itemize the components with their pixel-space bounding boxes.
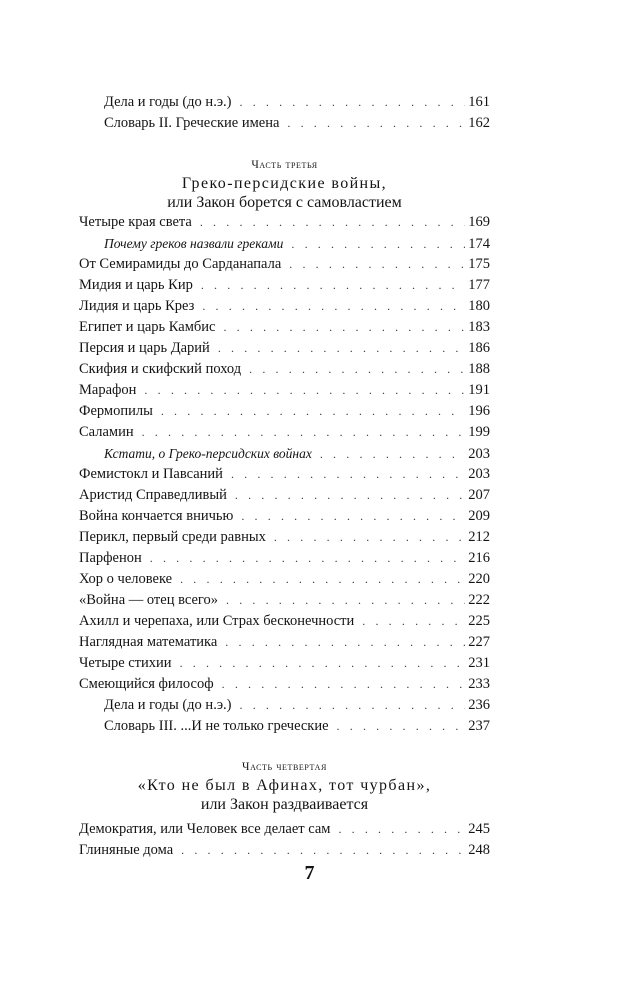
toc-entry-title: Война кончается вничью [79,508,234,524]
part-four-entries [79,819,490,861]
toc-entry-page: 237 [468,718,490,734]
toc-entry-page: 161 [468,94,490,110]
toc-entry [79,548,490,569]
toc-entry-title: Фемистокл и Павсаний [79,466,223,482]
toc-entry-title: Марафон [79,382,137,398]
toc-entry-title: Наглядная математика [79,634,218,650]
toc-leader-dots [337,716,466,737]
toc-entry [79,254,490,275]
toc-entry-page: 188 [468,361,490,377]
toc-entry [79,695,490,716]
toc-entry-page: 183 [468,319,490,335]
toc-leader-dots [180,569,465,590]
toc-leader-dots [240,92,466,113]
toc-entry-title: Дела и годы (до н.э.) [104,94,232,110]
toc-leader-dots [200,212,465,233]
toc-entry-page: 227 [468,634,490,650]
toc-entry [79,275,490,296]
toc-entry [79,380,490,401]
part-four-title-line1: «Кто не был в Афинах, тот чурбан», [137,777,432,794]
toc-leader-dots [202,296,465,317]
toc-entry [79,716,490,737]
toc-entry [79,840,490,861]
toc-entry-page: 209 [468,508,490,524]
toc-entry-title: Египет и царь Камбис [79,319,216,335]
toc-entry-title: Перикл, первый среди равных [79,529,266,545]
toc-entry [79,317,490,338]
toc-entry [79,632,490,653]
toc-leader-dots [291,234,465,255]
toc-entry-page: 177 [468,277,490,293]
part-three-title-line2: или Закон борется с самовластием [167,194,402,211]
toc-entry-title: Парфенон [79,550,142,566]
toc-entry-title: Скифия и скифский поход [79,361,242,377]
toc-entry [79,212,490,233]
toc-leader-dots [289,254,465,275]
part-three-entries [79,212,490,737]
toc-leader-dots [241,506,465,527]
toc-leader-dots [181,840,465,861]
toc-leader-dots [231,464,465,485]
toc-entry-page: 196 [468,403,490,419]
toc-entry-title: Фермопилы [79,403,153,419]
toc-entry [79,527,490,548]
toc-leader-dots [235,485,465,506]
toc-entry [79,569,490,590]
toc-leader-dots [222,674,466,695]
toc-leader-dots [225,632,465,653]
toc-entry-page: 212 [468,529,490,545]
toc-entry [79,233,490,254]
toc-entry-title: Кстати, о Греко-персидских войнах [104,446,312,461]
toc-entry-title: Ахилл и черепаха, или Страх бесконечности [79,613,355,629]
toc-entry-title: Саламин [79,424,134,440]
page-number: 7 [304,862,315,884]
part-three-label: Часть третья [251,159,318,171]
toc-entry-page: 236 [468,697,490,713]
toc-leader-dots [287,113,465,134]
toc-entry-page: 222 [468,592,490,608]
toc-entry-title: От Семирамиды до Сарданапала [79,256,282,272]
toc-entry-title: Хор о человеке [79,571,173,587]
part-three-heading [79,156,490,212]
toc-entry-title: Мидия и царь Кир [79,277,193,293]
toc-entry-page: 199 [468,424,490,440]
toc-entry-title: Четыре стихии [79,655,172,671]
toc-entry [79,338,490,359]
toc-entry-page: 180 [468,298,490,314]
toc-entry-page: 225 [468,613,490,629]
toc-leader-dots [226,590,465,611]
toc-leader-dots [144,380,465,401]
toc-entry [79,113,490,134]
toc-entry [79,296,490,317]
toc-leader-dots [362,611,465,632]
toc-entry-title: Словарь III. ...И не только греческие [104,718,329,734]
toc-leader-dots [338,819,465,840]
toc-entry [79,506,490,527]
toc-entry-title: Лидия и царь Крез [79,298,195,314]
toc-entry-title: Дела и годы (до н.э.) [104,697,232,713]
toc-entry-title: Четыре края света [79,214,192,230]
toc-leader-dots [223,317,465,338]
toc-entry-page: 175 [468,256,490,272]
toc-entry [79,653,490,674]
toc-entry-title: Смеющийся философ [79,676,214,692]
toc-entry-page: 169 [468,214,490,230]
toc-entry-page: 245 [468,821,490,837]
toc-entry-page: 191 [468,382,490,398]
toc-entry [79,485,490,506]
toc-entry [79,674,490,695]
toc-entry-title: Глиняные дома [79,842,174,858]
toc-entry [79,611,490,632]
toc-entry-page: 186 [468,340,490,356]
toc-entry-title: Почему греков назвали греками [104,236,284,251]
toc-entry-title: «Война — отец всего» [79,592,218,608]
toc-entry-page: 233 [468,676,490,692]
toc-leader-dots [201,275,465,296]
table-of-contents [79,92,490,861]
toc-leader-dots [320,444,465,465]
toc-entry [79,359,490,380]
toc-entry-page: 203 [468,446,490,462]
toc-leader-dots [249,359,465,380]
toc-entry-page: 207 [468,487,490,503]
toc-entry-title: Аристид Справедливый [79,487,227,503]
toc-entry-page: 203 [468,466,490,482]
toc-top-list [79,92,490,134]
toc-entry-page: 248 [468,842,490,858]
toc-entry-page: 231 [468,655,490,671]
toc-leader-dots [142,422,466,443]
toc-leader-dots [218,338,465,359]
part-four-title-line2: или Закон раздваивается [200,796,369,813]
toc-leader-dots [150,548,465,569]
toc-entry-page: 216 [468,550,490,566]
toc-entry [79,464,490,485]
part-four-heading [79,758,490,814]
toc-leader-dots [180,653,466,674]
toc-leader-dots [240,695,466,716]
toc-entry-title: Словарь II. Греческие имена [104,115,280,131]
toc-leader-dots [274,527,465,548]
toc-entry-title: Демократия, или Человек все делает сам [79,821,331,837]
toc-entry [79,590,490,611]
toc-entry-page: 174 [468,236,490,252]
toc-entry [79,401,490,422]
toc-entry-page: 220 [468,571,490,587]
toc-entry-page: 162 [468,115,490,131]
toc-leader-dots [161,401,465,422]
toc-entry [79,422,490,443]
part-four-label: Часть четвертая [242,761,327,773]
toc-entry-title: Персия и царь Дарий [79,340,210,356]
toc-entry [79,819,490,840]
toc-entry [79,443,490,464]
part-three-title-line1: Греко-персидские войны, [181,175,388,192]
toc-entry [79,92,490,113]
